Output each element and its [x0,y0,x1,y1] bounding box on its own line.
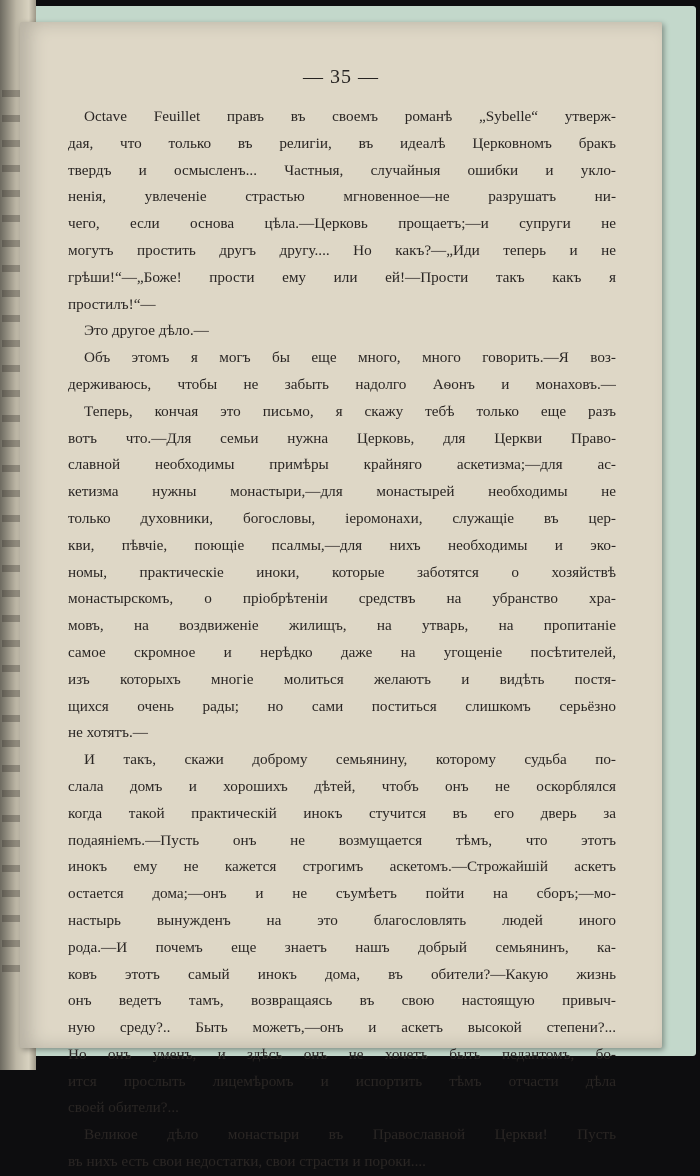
text-line: монастырскомъ, о пріобрѣтеніи средствъ на убранство хра- [68,590,616,608]
text-line: кви, пѣвчіе, поющіе псалмы,—для нихъ необходимы и эко- [68,536,616,554]
text-line: мовъ, на воздвиженіе жилищъ, на утварь, на пропитаніе [68,617,616,635]
text-line: остается дома;—онъ и не съумѣетъ пойти на сборъ;—мо- [68,885,616,903]
text-line: твердъ и осмысленъ... Частныя, случайныя ошибки и укло- [68,161,616,179]
text-line: въ нихъ есть свои недостатки, свои страсти и пороки.... [68,1153,426,1171]
text-line: настырь вынужденъ на это благословлять людей иного [68,911,616,929]
text-line: номы, практическіе иноки, которые заботятся о хозяйствѣ [68,563,616,581]
text-line: ненія, увлеченіе страстью мгновенное—не разрушатъ ни- [68,188,616,206]
text-line: славной необходимы примѣры крайняго аскетизма;—для ас- [68,456,616,474]
text-line: грѣши!“—„Боже! прости ему или ей!—Прости такъ какъ я [68,268,616,286]
book-page [20,22,662,1171]
text-line: кетизма нужны монастыри,—для монастырей необходимы не [68,483,616,501]
text-line: ковъ этотъ самый инокъ дома, въ обители?—Какую жизнь [68,965,616,983]
text-line: не хотятъ.— [68,724,148,742]
text-line: Это другое дѣло.— [84,322,209,340]
text-line: Объ этомъ я могъ бы еще много, много говорить.—Я воз- [84,349,616,367]
text-line: вотъ что.—Для семьи нужна Церковь, для Церкви Право- [68,429,616,447]
text-line: щихся очень рады; но сами поститься слишкомъ серьёзно [68,697,616,715]
page-number: — 35 — [303,66,379,88]
text-line: могутъ простить другъ другу.... Но какъ?—„Иди теперь и не [68,241,616,259]
text-line: Теперь, кончая это письмо, я скажу тебѣ только еще разъ [84,402,616,420]
text-line: подаяніемъ.—Пусть онъ не возмущается тѣмъ, что этотъ [68,831,616,849]
text-line: самое скромное и нерѣдко даже на угощеніе посѣтителей, [68,643,616,661]
text-line: изъ которыхъ многіе молиться желаютъ и видѣть постя- [68,670,616,688]
page-text-block [68,104,616,1176]
text-line: чего, если основа цѣла.—Церковь прощаетъ;—и супруги не [68,215,616,233]
text-line: держиваюсь, чтобы не забыть надолго Аѳонъ и монаховъ.— [68,375,616,393]
text-line: простилъ!“— [68,295,156,313]
text-line: своей обители?... [68,1099,179,1117]
text-line: Octave Feuillet правъ въ своемъ романѣ „Sybelle“ утверж- [84,108,616,125]
text-line: рода.—И почемъ еще знаетъ нашъ добрый семьянинъ, ка- [68,938,616,956]
text-line: ится прослыть лицемѣромъ и испортить тѣмъ отчасти дѣла [68,1072,616,1090]
text-line: Великое дѣло монастыри въ Православной Церкви! Пусть [84,1126,616,1144]
text-line: слала домъ и хорошихъ дѣтей, чтобъ онъ не оскорблялся [68,777,616,795]
text-line: Но онъ уменъ, и здѣсь онъ не хочетъ быть педантомъ, бо- [68,1045,616,1063]
text-line: И такъ, скажи доброму семьянину, которому судьба по- [84,751,616,769]
text-line: инокъ ему не кажется строгимъ аскетомъ.—Строжайшій аскетъ [68,858,616,876]
text-line: ную среду?.. Быть можетъ,—онъ и аскетъ высокой степени?... [68,1019,616,1037]
text-line: когда такой практическій инокъ стучится въ его дверь за [68,804,616,822]
text-line: только духовники, богословы, іеромонахи, служащіе въ цер- [68,509,616,527]
text-line: дая, что только въ религіи, въ идеалѣ Церковномъ бракъ [68,134,616,152]
text-line: онъ ведетъ тамъ, возвращаясь въ свою настоящую привыч- [68,992,616,1010]
